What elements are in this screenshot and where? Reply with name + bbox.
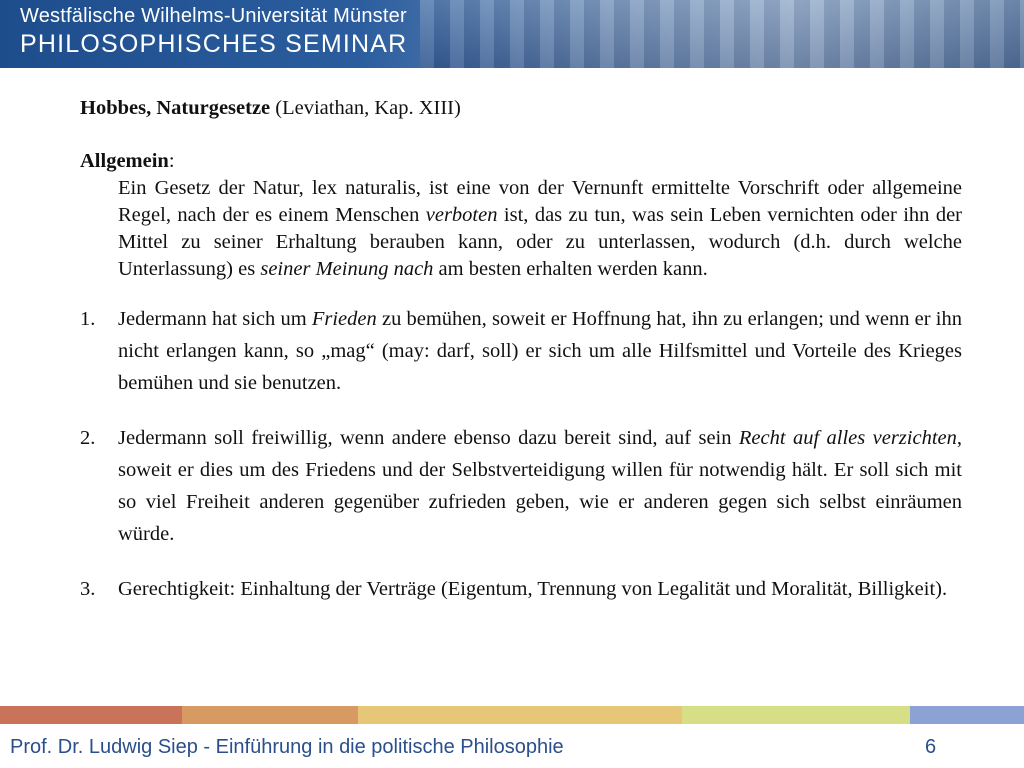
- list-item: [80, 303, 962, 399]
- item-text: Jedermann soll freiwillig, wenn andere ebenso dazu bereit sind, auf sein: [118, 427, 739, 449]
- general-paragraph: [118, 175, 962, 283]
- color-segment: [358, 706, 682, 724]
- fresco-image: [420, 0, 1024, 68]
- color-segment: [910, 706, 1024, 724]
- natural-laws-list: [80, 303, 962, 605]
- section-heading: [80, 148, 962, 175]
- list-number: 2.: [80, 427, 96, 449]
- heading-label: Allgemein: [80, 150, 169, 172]
- title-bold: Hobbes, Naturgesetze: [80, 97, 271, 119]
- para-part-1: Ein Gesetz der Natur, lex naturalis, ist eine von der Vernunft ermittelte Vorschrift oder allgemeine Regel, nach der es einem Menschen: [118, 177, 962, 226]
- color-segment: [682, 706, 910, 724]
- slide-title: [80, 95, 962, 122]
- item-emphasis: Recht auf alles verzichten: [738, 427, 957, 449]
- item-text-rest: zu bemühen, soweit er Hoffnung hat, ihn zu erlangen; und wenn er ihn nicht erlangen kann, so „mag“ (may: darf, soll) er sich um alle Hilfsmittel und Vorteile des Krieges bemühen und sie benutzen.: [118, 308, 963, 394]
- heading-colon: :: [168, 150, 175, 172]
- para-emphasis-1: verboten: [425, 204, 498, 226]
- page-number: 6: [925, 736, 937, 758]
- item-emphasis: Frieden: [311, 308, 377, 330]
- seminar-name: PHILOSOPHISCHES SEMINAR: [20, 30, 408, 58]
- list-number: 1.: [80, 308, 96, 330]
- item-text: Jedermann hat sich um: [118, 308, 312, 330]
- footer-author-course: Prof. Dr. Ludwig Siep - Einführung in die politische Philosophie: [10, 736, 564, 758]
- para-part-3: am besten erhalten werden kann.: [433, 258, 708, 280]
- title-rest: (Leviathan, Kap. XIII): [270, 97, 461, 119]
- item-text-rest: , soweit er dies um des Friedens und der Selbstverteidigung willen für notwendig hält. Er soll sich mit so viel Freiheit anderen gegenüber zufrieden geben, wie er anderen gegen sich selbst einräumen würde.: [118, 427, 962, 545]
- university-name: Westfälische Wilhelms-Universität Münster: [20, 5, 407, 27]
- color-segment: [0, 706, 182, 724]
- para-emphasis-2: seiner Meinung nach: [260, 258, 434, 280]
- list-item: [80, 422, 962, 550]
- list-item: [80, 573, 962, 605]
- para-part-2: ist, das zu tun, was sein Leben vernichten oder ihn der Mittel zu seiner Erhaltung berauben kann, oder zu unterlassen, wodurch (d.h. durch welche Unterlassung) es: [118, 204, 962, 280]
- slide-content: [80, 95, 962, 628]
- color-segment: [182, 706, 358, 724]
- item-text: Gerechtigkeit: Einhaltung der Verträge (Eigentum, Trennung von Legalität und Moralität, Billigkeit).: [118, 578, 948, 600]
- header-banner: [0, 0, 1024, 68]
- list-number: 3.: [80, 578, 96, 600]
- footer-color-bar: [0, 706, 1024, 724]
